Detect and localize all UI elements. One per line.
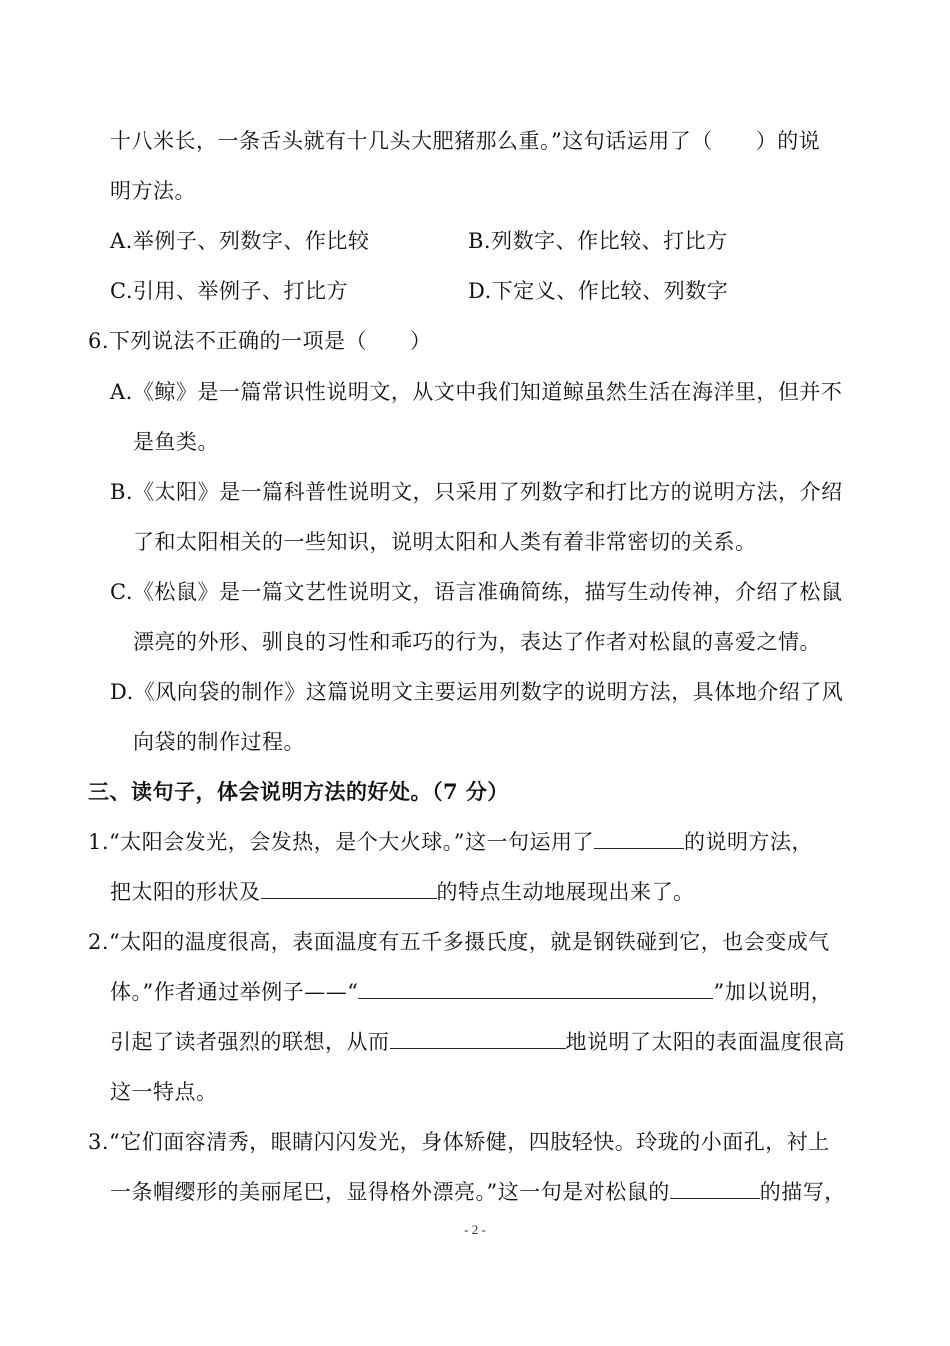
s3-item3-text-a: 一条帽缨形的美丽尾巴，显得格外漂亮。”这一句是对松鼠的 (110, 1180, 670, 1204)
s3-item3-blank1[interactable] (670, 1178, 760, 1199)
s3-item1-line1 (88, 827, 813, 857)
q5-stem-line2: 明方法。 (110, 179, 196, 203)
s3-item2-text-b: ”加以说明， (713, 980, 833, 1004)
s3-item2-blank1[interactable] (358, 978, 713, 999)
s3-item2-line4: 这一特点。 (110, 1080, 218, 1104)
s3-item1-text-c: 把太阳的形状及 (110, 880, 261, 904)
q5-option-b: B.列数字、作比较、打比方 (468, 229, 728, 253)
s3-item1-line2 (110, 877, 695, 907)
s3-item1-blank2[interactable] (261, 878, 437, 899)
s3-item1-text-d: 的特点生动地展现出来了。 (436, 880, 695, 904)
q6-option-a-line1: A.《鲸》是一篇常识性说明文，从文中我们知道鲸虽然生活在海洋里，但并不 (110, 380, 843, 404)
s3-item2-line2 (110, 977, 832, 1007)
s3-item2-text-a: 体。”作者通过举例子——“ (110, 980, 359, 1004)
s3-item1-blank1[interactable] (594, 828, 684, 849)
q6-option-c-line1: C.《松鼠》是一篇文艺性说明文，语言准确简练，描写生动传神，介绍了松鼠 (110, 580, 843, 604)
q5-stem-line1: 十八米长，一条舌头就有十几头大肥猪那么重。”这句话运用了（ ）的说 (110, 129, 821, 153)
q6-option-b-line2: 了和太阳相关的一些知识，说明太阳和人类有着非常密切的关系。 (133, 530, 757, 554)
q6-option-b-line1: B.《太阳》是一篇科普性说明文，只采用了列数字和打比方的说明方法，介绍 (110, 480, 843, 504)
s3-item3-text-b: 的描写， (759, 1180, 846, 1204)
page-number: - 2 - (464, 1222, 486, 1237)
s3-item2-line3 (110, 1027, 845, 1057)
s3-item2-line1: 2.“太阳的温度很高，表面温度有五千多摄氏度，就是钢铁碰到它，也会变成气 (88, 930, 830, 954)
section3-heading: 三、读句子，体会说明方法的好处。（7 分） (88, 779, 509, 804)
q5-option-a: A.举例子、列数字、作比较 (110, 229, 370, 253)
s3-item1-text-b: 的说明方法， (684, 830, 814, 854)
q6-option-d-line2: 向袋的制作过程。 (133, 730, 305, 754)
q6-stem: 6.下列说法不正确的一项是（ ） (88, 329, 432, 353)
s3-item3-line2 (110, 1177, 846, 1207)
s3-item1-text-a: 1.“太阳会发光，会发热，是个大火球。”这一句运用了 (88, 830, 595, 854)
s3-item2-blank2[interactable] (390, 1028, 566, 1049)
q6-option-a-line2: 是鱼类。 (133, 430, 219, 454)
q6-option-c-line2: 漂亮的外形、驯良的习性和乖巧的行为，表达了作者对松鼠的喜爱之情。 (133, 630, 821, 654)
s3-item2-text-c: 引起了读者强烈的联想，从而 (110, 1030, 390, 1054)
q5-option-d: D.下定义、作比较、列数字 (468, 279, 729, 303)
s3-item3-line1: 3.“它们面容清秀，眼睛闪闪发光，身体矫健，四肢轻快。玲珑的小面孔，衬上 (88, 1130, 830, 1154)
s3-item2-text-d: 地说明了太阳的表面温度很高 (565, 1030, 845, 1054)
q6-option-d-line1: D.《风向袋的制作》这篇说明文主要运用列数字的说明方法，具体地介绍了风 (110, 680, 844, 704)
q5-option-c: C.引用、举例子、打比方 (110, 279, 348, 303)
